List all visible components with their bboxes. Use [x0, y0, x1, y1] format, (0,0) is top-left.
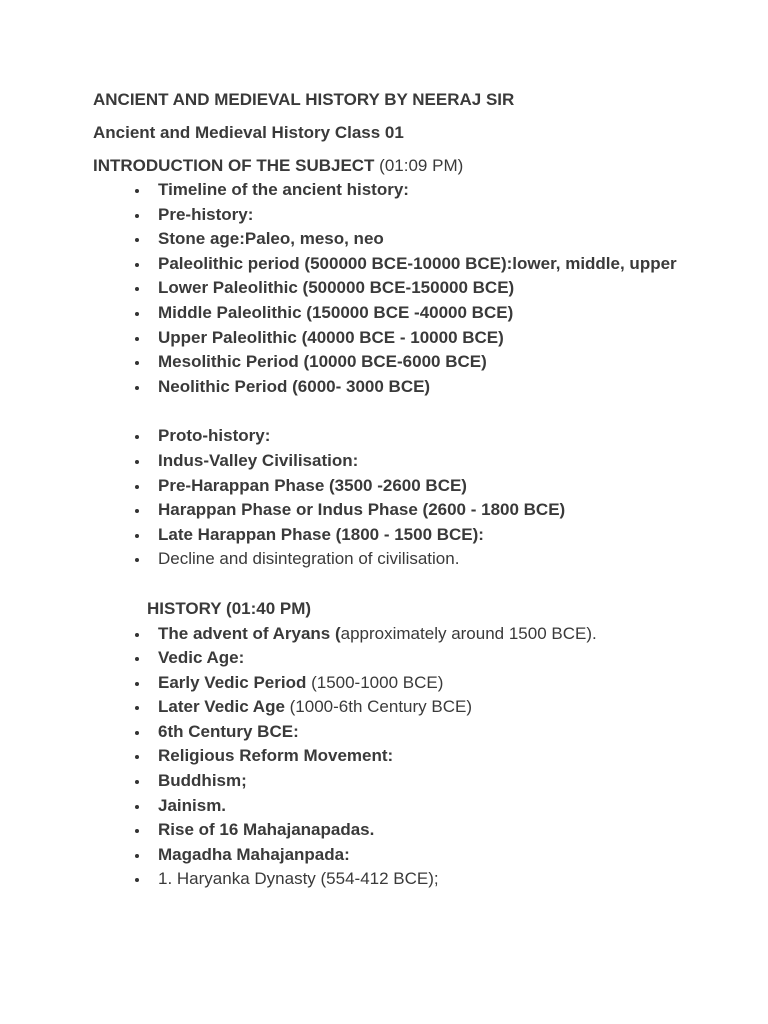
list-item: The advent of Aryans (approximately around 1500 BCE).: [158, 622, 733, 647]
proto-history-list: [93, 424, 733, 572]
list-item: Magadha Mahajanpada:: [158, 843, 733, 868]
list-item: Vedic Age:: [158, 646, 733, 671]
list-item: Decline and disintegration of civilisation.: [158, 547, 733, 572]
list-item: Lower Paleolithic (500000 BCE-150000 BCE): [158, 276, 733, 301]
timeline-list: [93, 178, 733, 399]
document-page: [93, 88, 733, 892]
list-item: Pre-Harappan Phase (3500 -2600 BCE): [158, 474, 733, 499]
list-item: Jainism.: [158, 794, 733, 819]
spacer: [93, 399, 733, 424]
list-item: Religious Reform Movement:: [158, 744, 733, 769]
list-item: Proto-history:: [158, 424, 733, 449]
list-item: Neolithic Period (6000- 3000 BCE): [158, 375, 733, 400]
section-heading-history: HISTORY (01:40 PM): [147, 598, 312, 618]
list-item: Buddhism;: [158, 769, 733, 794]
history-list: [93, 622, 733, 893]
list-item: 6th Century BCE:: [158, 720, 733, 745]
section-heading-text: INTRODUCTION OF THE SUBJECT: [93, 156, 375, 175]
list-item: Indus-Valley Civilisation:: [158, 449, 733, 474]
section-heading-introduction: [93, 154, 733, 178]
list-item: 1. Haryanka Dynasty (554-412 BCE);: [158, 867, 733, 892]
list-item: Timeline of the ancient history:: [158, 178, 733, 203]
list-item: Upper Paleolithic (40000 BCE - 10000 BCE): [158, 326, 733, 351]
spacer: [93, 572, 733, 597]
document-title: ANCIENT AND MEDIEVAL HISTORY BY NEERAJ SIR: [93, 90, 515, 109]
list-item: Paleolithic period (500000 BCE-10000 BCE):lower, middle, upper: [158, 252, 733, 277]
list-item: Rise of 16 Mahajanapadas.: [158, 818, 733, 843]
list-item: Stone age:Paleo, meso, neo: [158, 227, 733, 252]
list-item: Later Vedic Age (1000-6th Century BCE): [158, 695, 733, 720]
list-item: Middle Paleolithic (150000 BCE -40000 BCE): [158, 301, 733, 326]
list-item: Late Harappan Phase (1800 - 1500 BCE):: [158, 523, 733, 548]
section-heading-time: (01:09 PM): [374, 156, 464, 175]
class-title: Ancient and Medieval History Class 01: [93, 123, 404, 142]
list-item: Harappan Phase or Indus Phase (2600 - 1800 BCE): [158, 498, 733, 523]
list-item: Mesolithic Period (10000 BCE-6000 BCE): [158, 350, 733, 375]
list-item: Early Vedic Period (1500-1000 BCE): [158, 671, 733, 696]
list-item: Pre-history:: [158, 203, 733, 228]
